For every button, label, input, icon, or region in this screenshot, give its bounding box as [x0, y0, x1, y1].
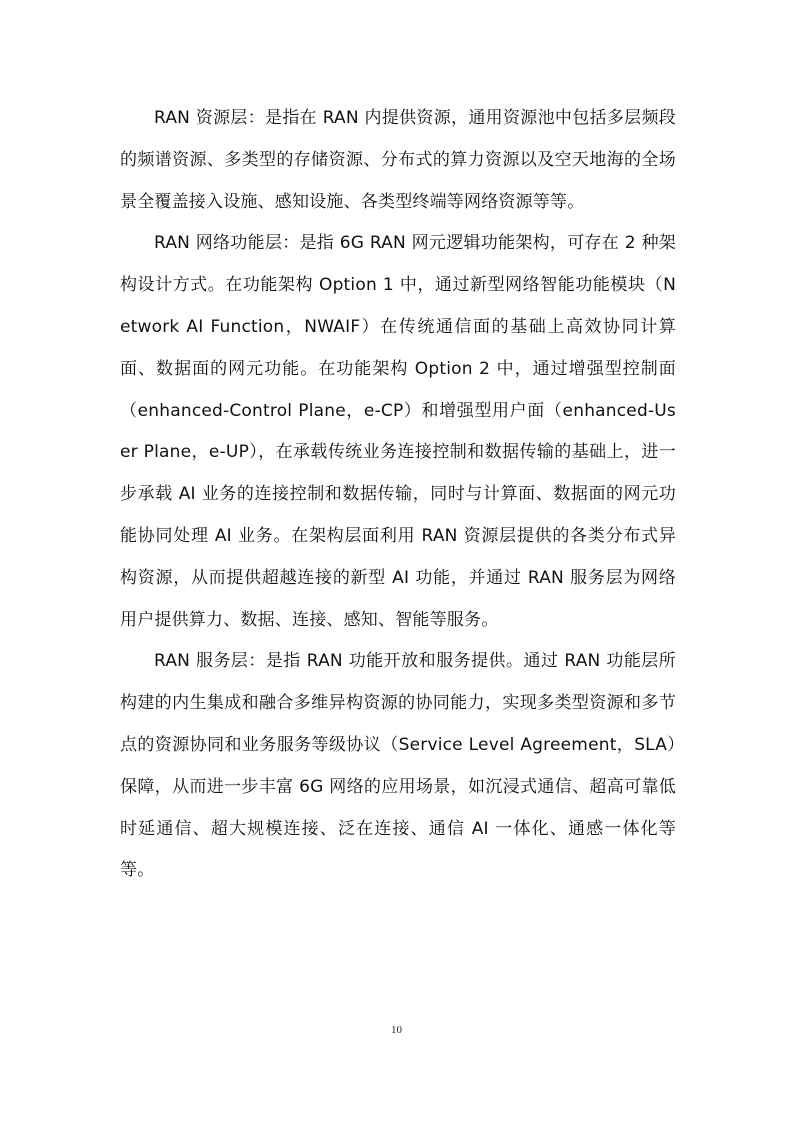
paragraph-ran-network-function-layer: RAN 网络功能层：是指 6G RAN 网元逻辑功能架构，可存在 2 种架构设计方式。在功能架构 Option 1 中，通过新型网络智能功能模块（Network AI Function，NWAIF）在传统通信面的基础上高效协同计算面、数据面的网元功能。在功能架构 Option 2 中，通过增强型控制面（enhanced-Control Plane，e-CP）和增强型用户面（enhanced-User Plane，e-UP），在承载传统业务连接控制和数据传输的基础上，进一步承载 AI 业务的连接控制和数据传输，同时与计算面、数据面的网元功能协同处理 AI 业务。在架构层面利用 RAN 资源层提供的各类分布式异构资源，从而提供超越连接的新型 AI 功能，并通过 RAN 服务层为网络用户提供算力、数据、连接、感知、智能等服务。 [120, 233, 676, 630]
body-text [120, 98, 676, 892]
paragraph-ran-service-layer: RAN 服务层：是指 RAN 功能开放和服务提供。通过 RAN 功能层所构建的内生集成和融合多维异构资源的协同能力，实现多类型资源和多节点的资源协同和业务服务等级协议（Service Level Agreement，SLA）保障，从而进一步丰富 6G 网络的应用场景，如沉浸式通信、超高可靠低时延通信、超大规模连接、泛在连接、通信 AI 一体化、通感一体化等等。 [120, 651, 676, 881]
page-number: 10 [391, 1024, 402, 1036]
paragraph-ran-resource-layer: RAN 资源层：是指在 RAN 内提供资源，通用资源池中包括多层频段的频谱资源、多类型的存储资源、分布式的算力资源以及空天地海的全场景全覆盖接入设施、感知设施、各类型终端等网络资源等等。 [120, 108, 676, 212]
